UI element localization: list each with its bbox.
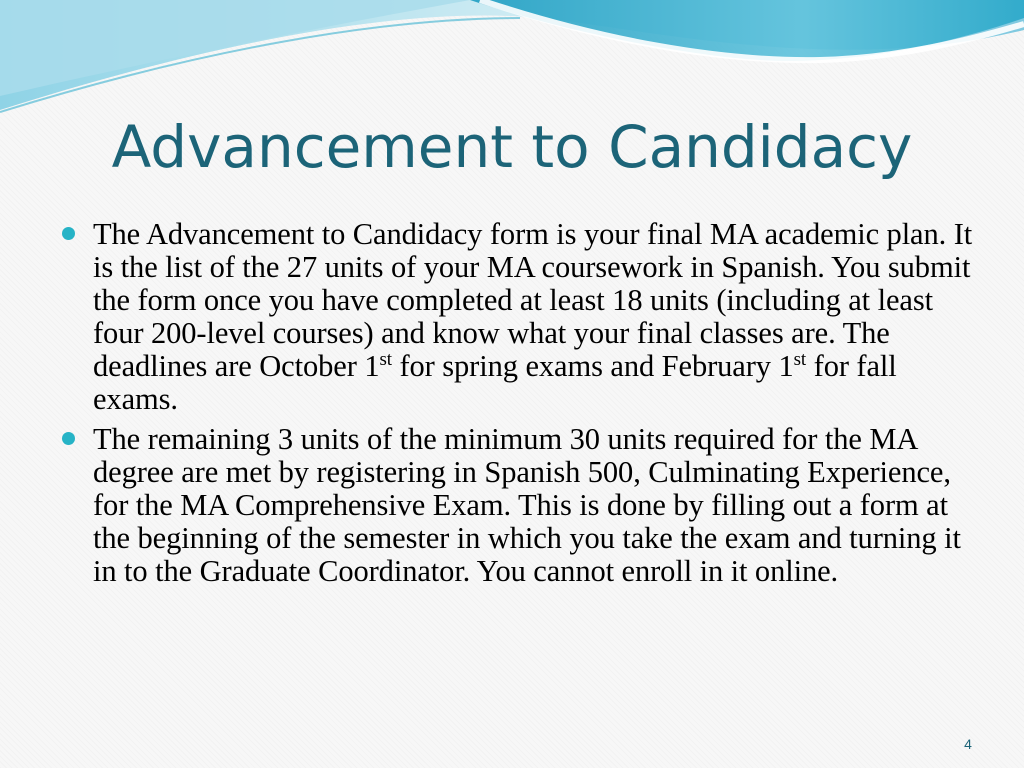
bullet-text-segment: The Advancement to Candidacy form is your final MA academic plan. It is the list of the 27 units of your MA coursework in Spanish. You submit the form once you have completed at least 18 units (including at least four 200-level courses) and know what your final classes are. The deadlines are October 1 bbox=[93, 217, 973, 383]
bullet-dot-icon bbox=[62, 227, 75, 240]
slide-title: Advancement to Candidacy bbox=[111, 113, 913, 181]
bullet-item bbox=[60, 423, 980, 588]
ordinal-superscript: st bbox=[379, 349, 392, 370]
page-number: 4 bbox=[964, 736, 972, 752]
bullet-text-segment: for fall exams. bbox=[93, 349, 897, 416]
bullet-item bbox=[60, 218, 980, 416]
bullet-text bbox=[93, 423, 980, 588]
ordinal-superscript: st bbox=[793, 349, 807, 370]
bullet-text-segment: The remaining 3 units of the minimum 30 units required for the MA degree are met by registering in Spanish 500, Culminating Experience, for the MA Comprehensive Exam. This is done by filling out a form at the beginning of the semester in which you take the exam and turning it in to the Graduate Coordinator. You cannot enroll in it online. bbox=[93, 422, 961, 588]
bullet-list bbox=[60, 218, 980, 595]
bullet-text bbox=[93, 218, 980, 416]
bullet-text-segment: for spring exams and February 1 bbox=[391, 349, 794, 383]
bullet-dot-icon bbox=[62, 432, 75, 445]
